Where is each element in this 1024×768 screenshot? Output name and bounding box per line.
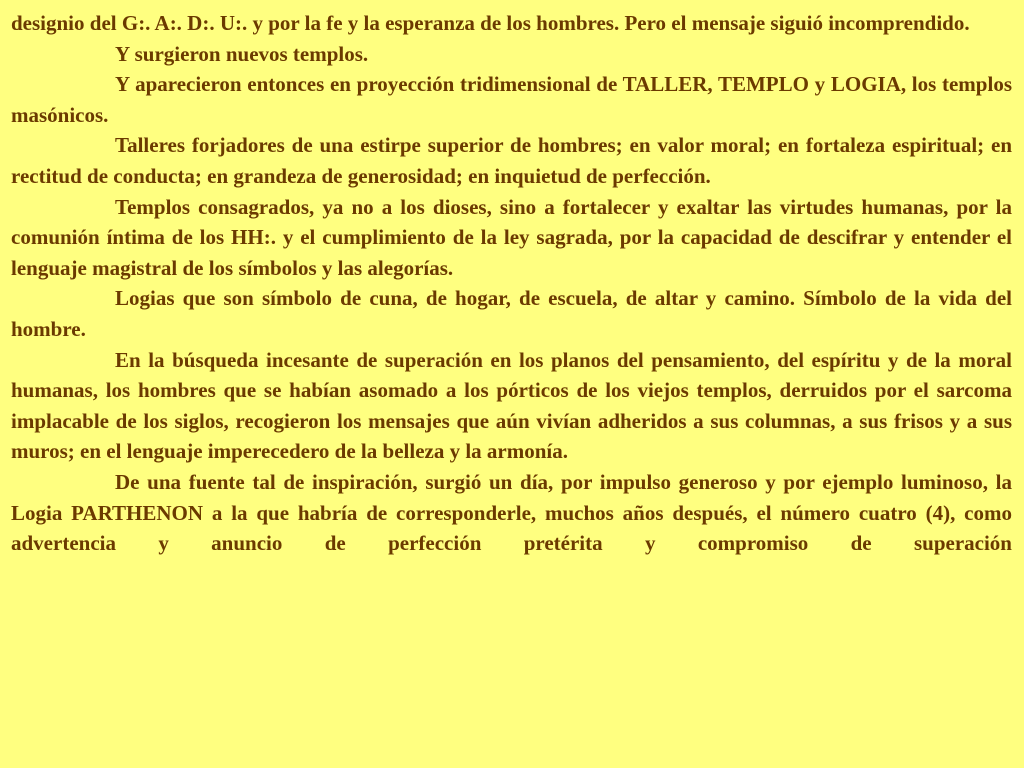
- paragraph-masonic-temples: Y aparecieron entonces en proyección tridimensional de TALLER, TEMPLO y LOGIA, los templos masónicos.: [11, 72, 1012, 127]
- paragraph-talleres: Talleres forjadores de una estirpe superior de hombres; en valor moral; en fortaleza espiritual; en rectitud de conducta; en grandeza de generosidad; en inquietud de perfección.: [11, 133, 1012, 188]
- paragraph-continuation: designio del G:. A:. D:. U:. y por la fe y la esperanza de los hombres. Pero el mensaje siguió incomprendido.: [11, 11, 970, 35]
- paragraph-new-temples: Y surgieron nuevos templos.: [115, 41, 369, 66]
- paragraph-logias: Logias que son símbolo de cuna, de hogar, de escuela, de altar y camino. Símbolo de la vida del hombre.: [11, 286, 1012, 341]
- paragraph-parthenon: De una fuente tal de inspiración, surgió un día, por impulso generoso y por ejemplo luminoso, la Logia PARTHENON a la que habría de corresponderle, muchos años después, el número cuatro (4), como advertencia y anuncio de perfección pretérita y compromiso de superación: [11, 469, 1012, 556]
- paragraph-busqueda: En la búsqueda incesante de superación en los planos del pensamiento, del espíritu y de la moral humanas, los hombres que se habían asomado a los pórticos de los viejos templos, derruidos por el sarcoma implacable de los siglos, recogieron los mensajes que aún vivían adheridos a sus columnas, a sus frisos y a sus muros; en el lenguaje imperecedero de la belleza y la armonía.: [11, 347, 1012, 464]
- paragraph-templos: Templos consagrados, ya no a los dioses, sino a fortalecer y exaltar las virtudes humanas, por la comunión íntima de los HH:. y el cumplimiento de la ley sagrada, por la capacidad de descifrar y entender el lenguaje magistral de los símbolos y las alegorías.: [11, 194, 1012, 280]
